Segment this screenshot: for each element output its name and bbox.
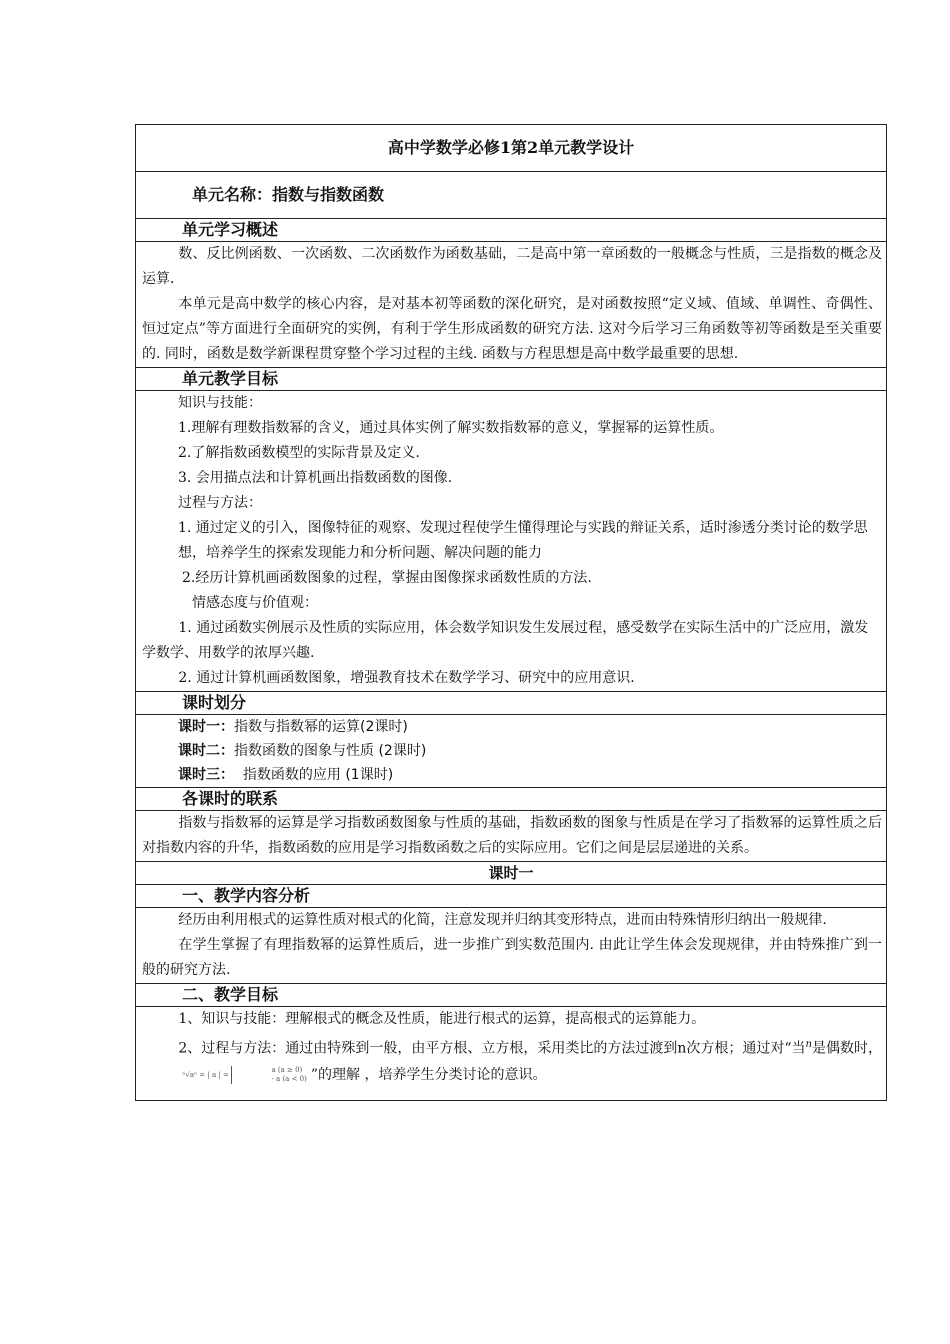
teaching-goals-body [136, 1007, 887, 1101]
schedule-item-text: 指数函数的应用 (1课时) [234, 767, 394, 783]
goals-heading: 单元教学目标 [136, 368, 887, 391]
goals-body [136, 391, 887, 692]
overview-heading: 单元学习概述 [136, 219, 887, 242]
formula-left: ⁿ√aⁿ = | a | = [182, 1070, 229, 1079]
process-item: 2.经历计算机画函数图象的过程，掌握由图像探求函数性质的方法. [182, 570, 592, 586]
process-item: 1. 通过定义的引入，图像特征的观察、发现过程使学生懂得理论与实践的辩证关系，适时渗透分类讨论的数学思想，培养学生的探索发现能力和分析问题、解决问题的能力 [178, 520, 868, 561]
overview-paragraph: 数、反比例函数、一次函数、二次函数作为函数基础，二是高中第一章函数的一般概念与性质，三是指数的概念及运算. [142, 246, 882, 287]
teaching-goals-heading: 二、教学目标 [136, 984, 887, 1007]
unit-name: 单元名称：指数与指数函数 [136, 172, 887, 219]
schedule-body [136, 715, 887, 788]
knowledge-item: 2.了解指数函数模型的实际背景及定义. [178, 445, 420, 461]
links-paragraph: 指数与指数幂的运算是学习指数函数图象与性质的基础，指数函数的图象与性质是在学习了指数幂的运算性质之后对指数内容的升华，指数函数的应用是学习指数函数之后的实际应用。它们之间是层层递进的关系。 [142, 815, 882, 856]
schedule-item-label: 课时一： [178, 719, 234, 735]
links-heading: 各课时的联系 [136, 788, 887, 811]
links-body [136, 811, 887, 862]
formula-case-top: a (a ≥ 0) [271, 1065, 303, 1074]
process-label: 过程与方法： [178, 495, 262, 511]
goal2-text-a: 2、过程与方法：通过由特殊到一般，由平方根、立方根，采用类比的方法过渡到n次方根；通过对“当 [178, 1040, 806, 1057]
schedule-item [142, 715, 882, 739]
emotion-item: 2. 通过计算机画函数图象，增强教育技术在数学学习、研究中的应用意识. [178, 670, 635, 686]
overview-paragraph: 本单元是高中数学的核心内容，是对基本初等函数的深化研究，是对函数按照“定义域、值域、单调性、奇偶性、恒过定点”等方面进行全面研究的实例，有利于学生形成函数的研究方法. 这对今后学习三角函数等初等函数是至关重要的. 同时，函数是数学新课程贯穿整个学习过程的主线. 函数与方程思想是高中数学最重要的思想. [142, 296, 882, 362]
schedule-item [142, 739, 882, 763]
content-paragraph: 经历由利用根式的运算性质对根式的化简，注意发现并归纳其变形特点，进而由特殊情形归纳出一般规律. [178, 912, 827, 928]
document-title: 高中学数学必修1第2单元教学设计 [136, 125, 887, 172]
schedule-item-label: 课时三： [178, 767, 234, 783]
root-formula [146, 1066, 307, 1084]
emotion-label: 情感态度与价值观： [192, 595, 318, 611]
content-analysis-heading: 一、教学内容分析 [136, 885, 887, 908]
teaching-goal-2 [142, 1032, 882, 1088]
emotion-item: 1. 通过函数实例展示及性质的实际应用，体会数学知识发生发展过程，感受数学在实际生活中的广泛应用，激发学数学、用数学的浓厚兴趣. [142, 620, 869, 661]
lesson-design-table [135, 124, 887, 1101]
lesson1-heading: 课时一 [136, 862, 887, 885]
teaching-goal-1: 1、知识与技能：理解根式的概念及性质，能进行根式的运算，提高根式的运算能力。 [178, 1011, 706, 1027]
knowledge-item: 1.理解有理数指数幂的含义，通过具体实例了解实数指数幂的意义，掌握幂的运算性质。 [178, 420, 724, 436]
schedule-item-text: 指数函数的图象与性质 (2课时) [234, 743, 427, 759]
formula-cases [231, 1066, 307, 1084]
goal2-text-b: 是偶数时， [811, 1040, 882, 1057]
schedule-item [142, 763, 882, 787]
content-analysis-body [136, 908, 887, 984]
goal2-text-c: ”的理解 ，培养学生分类讨论的意识。 [310, 1066, 547, 1083]
schedule-item-text: 指数与指数幂的运算(2课时) [234, 719, 408, 735]
schedule-item-label: 课时二： [178, 743, 234, 759]
schedule-heading: 课时划分 [136, 692, 887, 715]
knowledge-item: 3. 会用描点法和计算机画出指数函数的图像. [178, 470, 453, 486]
overview-body [136, 242, 887, 368]
n-symbol: n [805, 1039, 812, 1050]
knowledge-label: 知识与技能： [178, 395, 262, 411]
content-paragraph: 在学生掌握了有理指数幂的运算性质后，进一步推广到实数范围内. 由此让学生体会发现规律，并由特殊推广到一般的研究方法. [142, 937, 882, 978]
formula-case-bottom: - a (a < 0) [271, 1074, 307, 1083]
